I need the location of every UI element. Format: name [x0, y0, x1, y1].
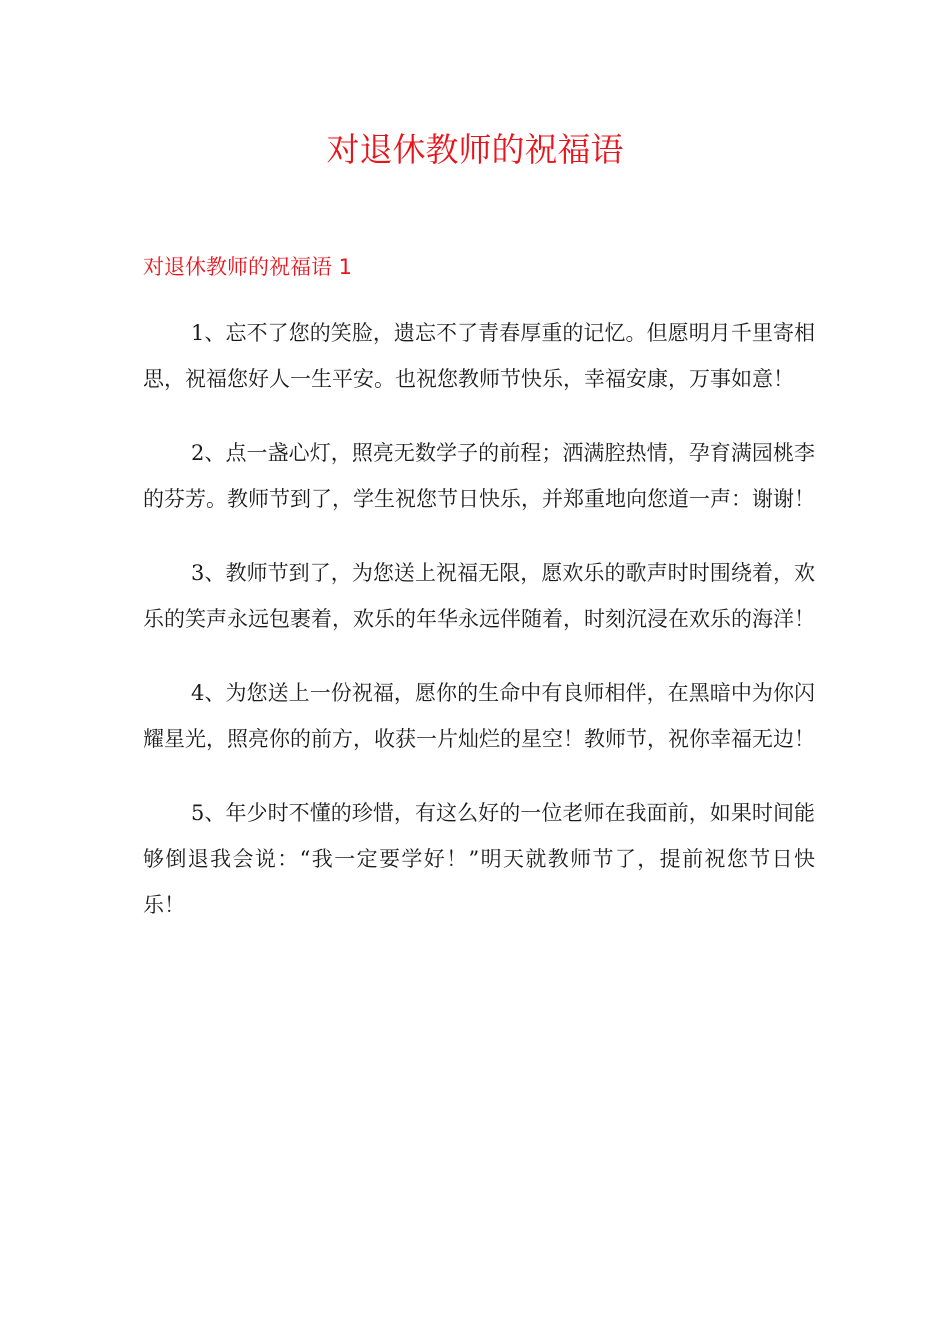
paragraph-4: 4、为您送上一份祝福，愿你的生命中有良师相伴，在黑暗中为你闪耀星光，照亮你的前方，收获一片灿烂的星空！教师节，祝你幸福无边！	[143, 681, 815, 751]
paragraph-3: 3、教师节到了，为您送上祝福无限，愿欢乐的歌声时时围绕着，欢乐的笑声永远包裹着，欢乐的年华永远伴随着，时刻沉浸在欢乐的海洋！	[143, 561, 815, 631]
paragraph-2: 2、点一盏心灯，照亮无数学子的前程；洒满腔热情，孕育满园桃李的芬芳。教师节到了，学生祝您节日快乐，并郑重地向您道一声：谢谢！	[143, 441, 815, 511]
section-body	[143, 310, 815, 956]
paragraph-1: 1、忘不了您的笑脸，遗忘不了青春厚重的记忆。但愿明月千里寄相思，祝福您好人一生平安。也祝您教师节快乐，幸福安康，万事如意！	[143, 321, 815, 391]
paragraph-5: 5、年少时不懂的珍惜，有这么好的一位老师在我面前，如果时间能够倒退我会说：“我一定要学好！”明天就教师节了，提前祝您节日快乐！	[143, 801, 815, 917]
document-title: 对退休教师的祝福语	[326, 130, 624, 169]
section-heading: 对退休教师的祝福语 1	[143, 255, 353, 279]
